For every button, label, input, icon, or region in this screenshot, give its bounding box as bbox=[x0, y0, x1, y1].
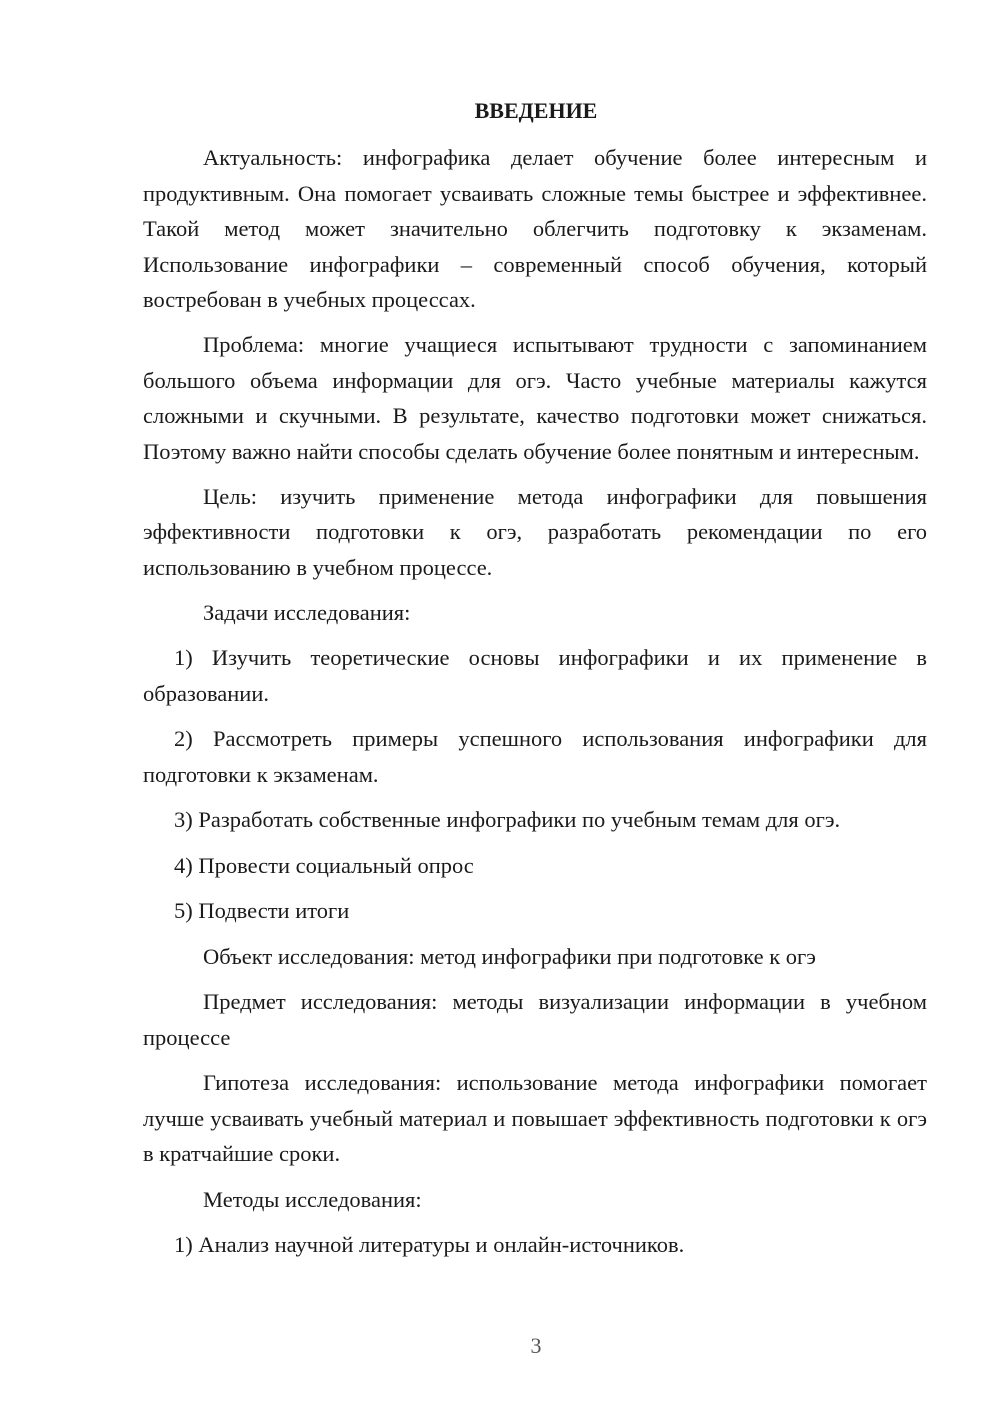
page-title: ВВЕДЕНИЕ bbox=[474, 98, 598, 123]
tasks-list bbox=[143, 640, 927, 929]
hypothesis-paragraph: Гипотеза исследования: использование метода инфографики помогает лучше усваивать учебный материал и повышает эффективность подготовки к огэ в кратчайшие сроки. bbox=[143, 1070, 927, 1166]
problem-paragraph: Проблема: многие учащиеся испытывают трудности с запоминанием большого объема информации для огэ. Часто учебные материалы кажутся сложными и скучными. В результате, качество подготовки может снижаться. Поэтому важно найти способы сделать обучение более понятным и интересным. bbox=[143, 332, 927, 464]
list-item: 5) Подвести итоги bbox=[174, 898, 350, 923]
methods-list bbox=[143, 1227, 927, 1263]
list-item: 3) Разработать собственные инфографики по учебным темам для огэ. bbox=[174, 807, 841, 832]
list-item: 1) Анализ научной литературы и онлайн-источников. bbox=[174, 1232, 685, 1257]
document-body bbox=[143, 140, 927, 1263]
list-item: 2) Рассмотреть примеры успешного использования инфографики для подготовки к экзаменам. bbox=[143, 726, 927, 787]
list-item: 4) Провести социальный опрос bbox=[174, 852, 474, 878]
relevance-paragraph: Актуальность: инфографика делает обучение более интересным и продуктивным. Она помогает усваивать сложные темы быстрее и эффективнее. Такой метод может значительно облегчить подготовку к экзаменам. Использование инфографики – современный способ обучения, который востребован в учебных процессах. bbox=[143, 145, 927, 312]
page-number: 3 bbox=[530, 1333, 542, 1358]
object-paragraph: Объект исследования: метод инфографики при подготовке к огэ bbox=[203, 943, 816, 969]
list-item: 1) Изучить теоретические основы инфографики и их применение в образовании. bbox=[143, 645, 927, 706]
goal-paragraph: Цель: изучить применение метода инфографики для повышения эффективности подготовки к огэ, разработать рекомендации по его использованию в учебном процессе. bbox=[143, 483, 927, 580]
methods-heading: Методы исследования: bbox=[203, 1186, 422, 1212]
subject-paragraph: Предмет исследования: методы визуализации информации в учебном процессе bbox=[143, 989, 927, 1050]
tasks-heading: Задачи исследования: bbox=[203, 599, 411, 625]
